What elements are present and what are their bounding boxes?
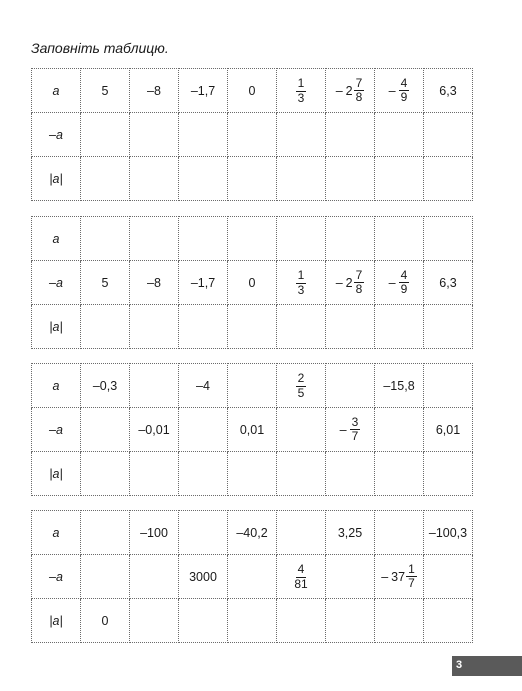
- table-cell: [424, 157, 473, 201]
- table-cell: [179, 157, 228, 201]
- instruction-title: Заповніть таблицю.: [31, 40, 169, 56]
- table-cell: [375, 408, 424, 452]
- table-cell: [424, 555, 473, 599]
- fraction: [406, 563, 417, 590]
- table-row: [32, 511, 473, 555]
- fraction-denominator: 9: [400, 282, 408, 296]
- fraction-numerator: 7: [355, 267, 363, 282]
- table-cell: [326, 364, 375, 408]
- table-cell: [81, 511, 130, 555]
- fraction-value: [292, 563, 309, 590]
- fraction-denominator: 8: [355, 90, 363, 104]
- table-cell: 6,3: [424, 69, 473, 113]
- fraction-whole: 2: [345, 275, 353, 290]
- value-table-3: [31, 363, 473, 496]
- table-cell: [326, 408, 375, 452]
- page-number-bar: [452, 656, 522, 676]
- table-cell: –100,3: [424, 511, 473, 555]
- fraction-value: [381, 563, 417, 590]
- table-cell: [326, 305, 375, 349]
- fraction: [296, 77, 307, 104]
- row-label-neg-a: –a: [32, 113, 81, 157]
- table-cell: [424, 305, 473, 349]
- table-cell: [228, 599, 277, 643]
- table-cell: 0: [81, 599, 130, 643]
- row-label-abs-a: |a|: [32, 599, 81, 643]
- table-cell: [277, 69, 326, 113]
- fraction-denominator: 5: [297, 385, 305, 400]
- value-table-4: [31, 510, 473, 643]
- table-cell: [326, 261, 375, 305]
- table-cell: [228, 157, 277, 201]
- fraction-numerator: 1: [297, 268, 305, 283]
- fraction-numerator: 4: [297, 562, 305, 577]
- fraction-numerator: 4: [400, 75, 408, 90]
- row-label-neg-a: –a: [32, 408, 81, 452]
- row-label-a: a: [32, 364, 81, 408]
- table-cell: [228, 555, 277, 599]
- table-row: [32, 69, 473, 113]
- fraction-denominator: 81: [294, 576, 308, 591]
- table-cell: 0: [228, 261, 277, 305]
- fraction-value: [389, 269, 410, 296]
- fraction-denominator: 9: [400, 90, 408, 104]
- table-row: [32, 452, 473, 496]
- fraction-sign: –: [388, 83, 396, 98]
- table-row: [32, 408, 473, 452]
- table-cell: [179, 408, 228, 452]
- table-cell: –40,2: [228, 511, 277, 555]
- table-row: [32, 364, 473, 408]
- fraction-numerator: 7: [355, 75, 363, 90]
- table-cell: [81, 452, 130, 496]
- fraction-sign: –: [335, 275, 343, 290]
- value-table-1: [31, 68, 473, 201]
- fraction-numerator: 1: [408, 561, 415, 576]
- fraction-whole: 2: [345, 83, 353, 98]
- table-cell: [277, 599, 326, 643]
- table-cell: –1,7: [179, 69, 228, 113]
- table-cell: [424, 599, 473, 643]
- table-cell: [326, 69, 375, 113]
- table-row: [32, 157, 473, 201]
- table-cell: [81, 408, 130, 452]
- table-cell: [179, 305, 228, 349]
- table-row: [32, 305, 473, 349]
- table-cell: [375, 305, 424, 349]
- row-label-neg-a: –a: [32, 261, 81, 305]
- row-label-neg-a: –a: [32, 555, 81, 599]
- table-cell: –1,7: [179, 261, 228, 305]
- table-cell: 0: [228, 69, 277, 113]
- table-cell: [130, 452, 179, 496]
- fraction-value: [296, 372, 307, 399]
- fraction-sign: –: [381, 569, 389, 584]
- table-cell: [277, 157, 326, 201]
- row-label-a: a: [32, 511, 81, 555]
- table-cell: –4: [179, 364, 228, 408]
- fraction-sign: –: [339, 422, 347, 437]
- row-label-a: a: [32, 217, 81, 261]
- table-cell: [424, 217, 473, 261]
- table-cell: [375, 217, 424, 261]
- table-cell: [424, 364, 473, 408]
- table-cell: [326, 599, 375, 643]
- table-cell: [130, 157, 179, 201]
- table-cell: [277, 452, 326, 496]
- fraction: [354, 269, 365, 296]
- fraction-numerator: 1: [297, 76, 305, 91]
- table-row: [32, 261, 473, 305]
- table-cell: [130, 599, 179, 643]
- table-cell: [228, 452, 277, 496]
- fraction-denominator: 7: [351, 429, 359, 443]
- fraction-numerator: 2: [297, 371, 305, 386]
- fraction-whole: 37: [391, 569, 406, 584]
- row-label-a: a: [32, 69, 81, 113]
- fraction-sign: –: [335, 83, 343, 98]
- table-cell: [277, 305, 326, 349]
- table-cell: [277, 555, 326, 599]
- table-cell: [81, 555, 130, 599]
- table-cell: [326, 452, 375, 496]
- fraction-value: [340, 416, 361, 443]
- fraction-denominator: 3: [297, 282, 305, 297]
- table-cell: [375, 157, 424, 201]
- table-cell: –0,01: [130, 408, 179, 452]
- table-cell: [375, 261, 424, 305]
- fraction: [350, 416, 361, 443]
- fraction: [354, 77, 365, 104]
- fraction: [399, 77, 410, 104]
- table-cell: [375, 599, 424, 643]
- table-cell: 5: [81, 261, 130, 305]
- table-cell: [130, 555, 179, 599]
- table-cell: 0,01: [228, 408, 277, 452]
- table-cell: [130, 113, 179, 157]
- table-cell: 3000: [179, 555, 228, 599]
- table-cell: [179, 511, 228, 555]
- table-cell: 6,01: [424, 408, 473, 452]
- table-cell: [130, 217, 179, 261]
- row-label-abs-a: |a|: [32, 157, 81, 201]
- table-cell: [277, 217, 326, 261]
- fraction: [399, 269, 410, 296]
- table-cell: [375, 555, 424, 599]
- fraction-numerator: 3: [351, 414, 359, 429]
- table-cell: [81, 113, 130, 157]
- table-cell: [130, 305, 179, 349]
- table-cell: [81, 217, 130, 261]
- table-cell: [179, 452, 228, 496]
- table-cell: [228, 113, 277, 157]
- row-label-abs-a: |a|: [32, 305, 81, 349]
- table-cell: [424, 452, 473, 496]
- fraction-value: [296, 269, 307, 296]
- table-cell: [326, 555, 375, 599]
- fraction: [296, 372, 307, 399]
- table-cell: [375, 69, 424, 113]
- table-cell: [326, 113, 375, 157]
- table-cell: [326, 217, 375, 261]
- table-row: [32, 113, 473, 157]
- table-row: [32, 555, 473, 599]
- table-cell: [375, 511, 424, 555]
- table-cell: [424, 113, 473, 157]
- table-cell: [326, 157, 375, 201]
- fraction: [296, 269, 307, 296]
- fraction-denominator: 8: [355, 282, 363, 296]
- fraction-value: [336, 77, 365, 104]
- table-cell: [277, 364, 326, 408]
- table-cell: [179, 599, 228, 643]
- table-cell: 5: [81, 69, 130, 113]
- fraction-value: [336, 269, 365, 296]
- table-cell: [277, 408, 326, 452]
- row-label-abs-a: |a|: [32, 452, 81, 496]
- table-cell: 3,25: [326, 511, 375, 555]
- table-cell: [228, 217, 277, 261]
- table-cell: [375, 113, 424, 157]
- table-cell: 6,3: [424, 261, 473, 305]
- table-cell: –8: [130, 69, 179, 113]
- table-cell: [277, 261, 326, 305]
- table-row: [32, 599, 473, 643]
- page-number: 3: [456, 659, 463, 671]
- table-cell: [130, 364, 179, 408]
- table-cell: [81, 305, 130, 349]
- fraction-value: [296, 77, 307, 104]
- table-cell: –0,3: [81, 364, 130, 408]
- fraction-denominator: 3: [297, 90, 305, 105]
- table-cell: [375, 452, 424, 496]
- table-cell: [228, 305, 277, 349]
- fraction: [292, 563, 309, 590]
- table-cell: [277, 511, 326, 555]
- table-cell: [179, 217, 228, 261]
- table-row: [32, 217, 473, 261]
- fraction-denominator: 7: [408, 576, 415, 590]
- table-cell: [81, 157, 130, 201]
- fraction-value: [389, 77, 410, 104]
- table-cell: [277, 113, 326, 157]
- table-cell: [228, 364, 277, 408]
- fraction-sign: –: [388, 275, 396, 290]
- value-table-2: [31, 216, 473, 349]
- fraction-numerator: 4: [400, 267, 408, 282]
- table-cell: –100: [130, 511, 179, 555]
- table-cell: –8: [130, 261, 179, 305]
- table-cell: [179, 113, 228, 157]
- table-cell: –15,8: [375, 364, 424, 408]
